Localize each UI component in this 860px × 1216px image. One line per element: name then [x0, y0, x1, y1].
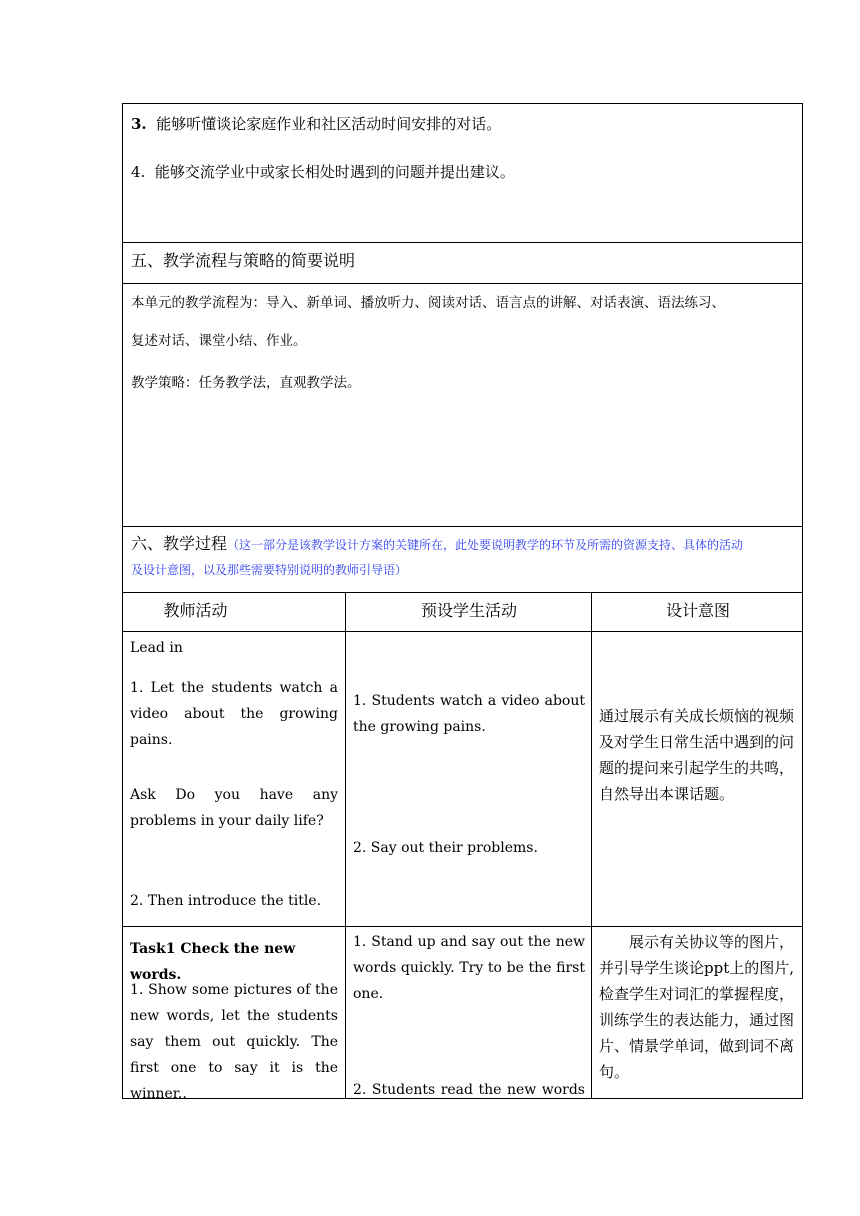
- header-student: 预设学生活动: [420, 601, 517, 620]
- row2-student-step2: 2. Students read the new words: [353, 1082, 585, 1098]
- teaching-flow-line1: 本单元的教学流程为：导入、新单词、播放听力、阅读对话、语言点的讲解、对话表演、语法练习、: [131, 295, 725, 311]
- section6-heading-block: [131, 532, 797, 582]
- teaching-flow-line2: 复述对话、课堂小结、作业。: [131, 333, 307, 349]
- section5-heading: 五、教学流程与策略的简要说明: [131, 251, 356, 270]
- activity-table-header: [122, 592, 803, 631]
- objectives-section: [122, 103, 803, 242]
- row2-teacher-title: Task1 Check the new words.: [130, 941, 296, 983]
- section6-note-line1: （这一部分是该教学设计方案的关键所在，此处要说明教学的环节及所需的资源支持、具体的活动: [227, 538, 744, 552]
- row1-teacher-ask: Ask Do you have any problems in your daily life?: [130, 787, 338, 829]
- header-teacher: 教师活动: [163, 601, 228, 620]
- row1-teacher-title: Lead in: [130, 640, 183, 656]
- row1-student-step2: 2. Say out their problems.: [353, 840, 538, 856]
- header-col-student: [346, 593, 592, 631]
- table-row-lead-in: [122, 631, 803, 926]
- row1-teacher-cell: [123, 632, 346, 926]
- header-intent: 设计意图: [665, 601, 730, 620]
- section6-heading: 六、教学过程: [131, 534, 228, 553]
- row1-student-cell: [346, 632, 592, 926]
- objective-number-3: 3.: [131, 115, 147, 133]
- objective-item-4: [131, 161, 515, 182]
- section5-heading-row: [122, 242, 803, 283]
- section6-note-line2: 及设计意图，以及那些需要特别说明的教师引导语）: [131, 563, 408, 577]
- objective-text-3: 能够听懂谈论家庭作业和社区活动时间安排的对话。: [156, 115, 502, 133]
- row2-student-cell: [346, 927, 592, 1098]
- row2-teacher-step1: 1. Show some pictures of the new words, let the students say them out quickly. The first one to say it is the winner..: [130, 982, 338, 1102]
- row2-teacher-cell: [123, 927, 346, 1102]
- row1-teacher-step1: 1. Let the students watch a video about the growing pains.: [130, 680, 338, 748]
- teaching-strategy: 教学策略：任务教学法，直观教学法。: [131, 375, 361, 391]
- row2-student-step1: 1. Stand up and say out the new words quickly. Try to be the first one.: [353, 934, 585, 1002]
- objective-number-4: 4.: [131, 163, 146, 181]
- row1-teacher-step2: 2. Then introduce the title.: [130, 893, 322, 909]
- row1-intent: 通过展示有关成长烦恼的视频及对学生日常生活中遇到的问题的提问来引起学生的共鸣，自然导出本课话题。: [599, 707, 795, 803]
- section6-heading-row: [122, 526, 803, 592]
- row2-intent: 展示有关协议等的图片，并引导学生谈论ppt上的图片,检查学生对词汇的掌握程度，训练学生的表达能力，通过图片、情景学单词，做到词不离句。: [599, 933, 795, 1081]
- table-row-task1: [122, 926, 803, 1102]
- section5-body: [122, 283, 803, 526]
- objective-text-4: 能够交流学业中或家长相处时遇到的问题并提出建议。: [154, 163, 515, 181]
- row1-student-step1: 1. Students watch a video about the growing pains.: [353, 693, 585, 735]
- objective-item-3: [131, 113, 501, 134]
- header-col-teacher: [123, 593, 346, 631]
